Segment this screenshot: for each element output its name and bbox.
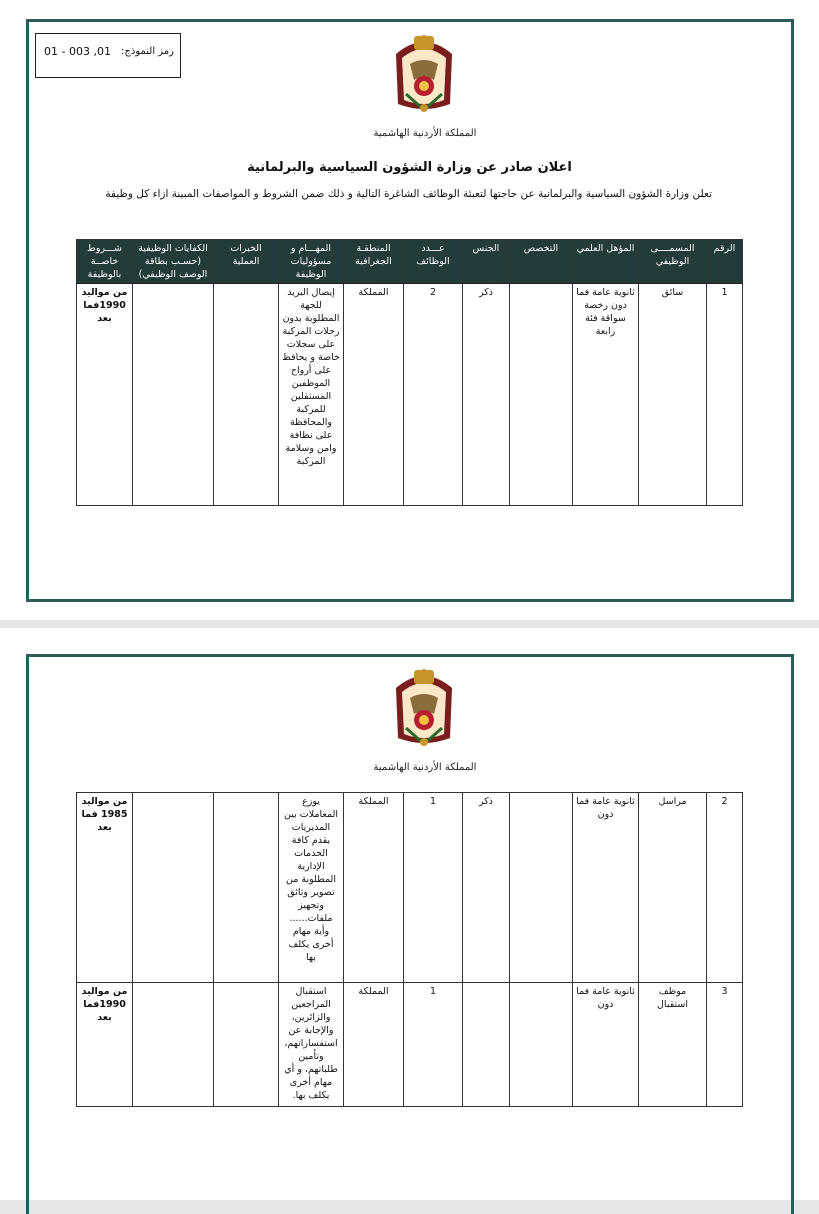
row-conditions: من مواليد 1990فما بعد bbox=[77, 284, 133, 506]
row-specialization bbox=[510, 284, 573, 506]
row-specialization bbox=[510, 983, 573, 1107]
row-number: 1 bbox=[707, 284, 743, 506]
form-code-label: رمز النموذج: bbox=[121, 46, 174, 57]
header-job-title: المسمــــى الوظيفي bbox=[639, 240, 707, 284]
kingdom-name: المملكة الأردنية الهاشمية bbox=[373, 128, 477, 139]
jordan-coat-of-arms-icon bbox=[388, 668, 460, 752]
table-row bbox=[77, 793, 743, 983]
row-region: المملكة bbox=[344, 983, 404, 1107]
header-competencies: الكفايات الوظيفية (حسـب بطاقة الوصف الوظيفي) bbox=[133, 240, 214, 284]
header-region: المنطقـة الجغرافية bbox=[344, 240, 404, 284]
document-page-2 bbox=[0, 628, 819, 1200]
row-job-title: مراسل bbox=[639, 793, 707, 983]
jordan-coat-of-arms-icon bbox=[388, 34, 460, 118]
row-number: 2 bbox=[707, 793, 743, 983]
row-competencies bbox=[133, 793, 214, 983]
header-qualification: المؤهل العلمي bbox=[573, 240, 639, 284]
header-experience: الخبرات العملية bbox=[214, 240, 279, 284]
form-code-value: 01 - 003 ,01 bbox=[44, 45, 111, 58]
row-qualification: ثانوية عامة فما دون bbox=[573, 983, 639, 1107]
row-competencies bbox=[133, 284, 214, 506]
row-qualification: ثانوية عامة فما دون رخصة سواقة فئة رابعة bbox=[573, 284, 639, 506]
row-specialization bbox=[510, 793, 573, 983]
row-gender: ذكر bbox=[463, 284, 510, 506]
row-duties: استقبال المراجعين والزائرين، والإجابة عن استفساراتهم، وتأمين طلباتهم، و أي مهام أخرى يكلف بها. bbox=[279, 983, 344, 1107]
header-conditions: شـــروط خاصــة بالوظيفة bbox=[77, 240, 133, 284]
row-qualification: ثانوية عامة فما دون bbox=[573, 793, 639, 983]
header-gender: الجنس bbox=[463, 240, 510, 284]
row-competencies bbox=[133, 983, 214, 1107]
form-code-box bbox=[35, 33, 181, 78]
header-specialization: التخصص bbox=[510, 240, 573, 284]
row-experience bbox=[214, 983, 279, 1107]
row-count: 2 bbox=[404, 284, 463, 506]
row-gender: ذكر bbox=[463, 793, 510, 983]
row-job-title: سائق bbox=[639, 284, 707, 506]
row-duties: يوزع المعاملات بين المديريات يقدم كافة الخدمات الإدارية المطلوبة من تصوير وثائق وتجهيز ملفات...... وأية مهام أخرى يكلف بها bbox=[279, 793, 344, 983]
row-gender bbox=[463, 983, 510, 1107]
table-row bbox=[77, 983, 743, 1107]
row-number: 3 bbox=[707, 983, 743, 1107]
row-experience bbox=[214, 793, 279, 983]
row-duties: إيصال البريد للجهة المطلوبة بدون رحلات المركبة على سجلات خاصة و يحافظ على أرواح الموظفين المستقلين للمركبة والمحافظة على نظافة وامن وسلامة المركبة bbox=[279, 284, 344, 506]
row-conditions: من مواليد 1990فما بعد bbox=[77, 983, 133, 1107]
row-region: المملكة bbox=[344, 793, 404, 983]
kingdom-name: المملكة الأردنية الهاشمية bbox=[373, 762, 477, 773]
row-conditions: من مواليد 1985 فما بعد bbox=[77, 793, 133, 983]
jobs-table-continued bbox=[76, 792, 743, 1107]
row-count: 1 bbox=[404, 983, 463, 1107]
table-row bbox=[77, 284, 743, 506]
row-region: المملكة bbox=[344, 284, 404, 506]
header-number: الرقم bbox=[707, 240, 743, 284]
announcement-title: اعلان صادر عن وزارة الشؤون السياسية والبرلمانية bbox=[247, 160, 572, 175]
header-count: عـــدد الوظائف bbox=[404, 240, 463, 284]
header-duties: المهـــام و مسؤوليات الوظيفة bbox=[279, 240, 344, 284]
row-job-title: موظف استقبال bbox=[639, 983, 707, 1107]
row-experience bbox=[214, 284, 279, 506]
announcement-intro: تعلن وزارة الشؤون السياسية والبرلمانية عن حاجتها لتعبئة الوظائف الشاغرة التالية و ذلك ضمن الشروط و المواصفات المبينة ازاء كل وظيفة bbox=[105, 188, 712, 200]
row-count: 1 bbox=[404, 793, 463, 983]
jobs-table bbox=[76, 239, 743, 506]
table-header-row bbox=[77, 240, 743, 284]
